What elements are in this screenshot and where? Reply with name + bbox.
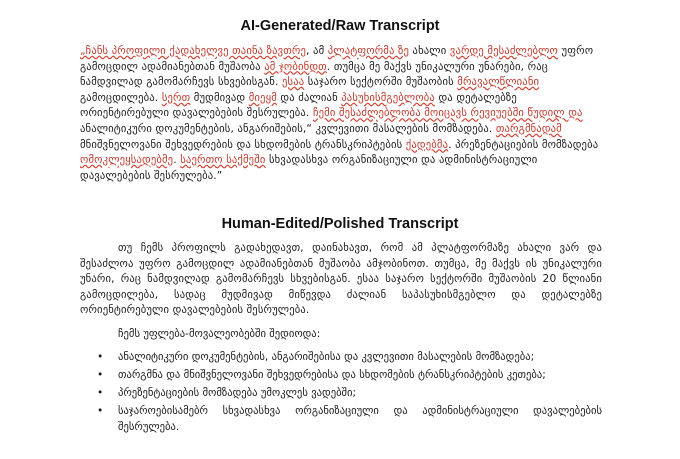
flagged-error-text[interactable]: ჩემი შესაძლებლობა მოიცავს რევიუებში წუდილ და: [312, 107, 583, 120]
list-item: [92, 386, 602, 402]
transcript-text: მნიშვნელოვანი შეხვედრების და სხდომების ტრანსკრიპტების: [80, 138, 406, 151]
transcript-text: . თუმცა მე მაქვს უნიკალური უნარები, რაც ნამდვილად გამომარჩევს სხვებისგან.: [80, 60, 548, 89]
transcript-text: სხვადასხვა ორგანიზაციული და ადმინისტრაციული დავალებების შესრულება.”: [80, 154, 538, 182]
duties-list: [92, 350, 602, 438]
transcript-text: საჯარო სექტორში მუშაობის: [304, 76, 458, 89]
transcript-text: და დეტალებზე ორიენტირებული დავალებების შესრულება.: [80, 91, 517, 120]
flagged-error-text[interactable]: მიეყმ: [248, 91, 277, 104]
bullet-icon: •: [97, 351, 104, 363]
list-item-text: საჯაროებისამებრ სხვადასხვა ორგანიზაციული და ადმინისტრაციული დავალებების შესრულება.: [118, 405, 602, 433]
list-item: [92, 350, 602, 366]
transcript-text: უფრო გამოცდილ ადამიანებთან მუშაობა: [80, 45, 594, 73]
transcript-text: ანალიტიკური დოკუმენტების, ანგარიშების,“ კვლევითი მასალების მომზადება.: [80, 122, 496, 135]
duties-intro: ჩემს უფლება-მოვალეობებში შედიოდა:: [118, 328, 321, 340]
list-item: [92, 368, 602, 384]
flagged-error-text[interactable]: ვარდე მესაძლებლო: [449, 45, 559, 57]
flagged-error-text[interactable]: ამ ჯობინდთ: [264, 60, 327, 73]
transcript-text: მუდმივად: [190, 91, 249, 104]
bullet-icon: •: [97, 387, 104, 400]
raw-transcript-heading: AI-Generated/Raw Transcript: [240, 18, 440, 34]
flagged-error-text[interactable]: სერთ: [161, 91, 191, 104]
raw-transcript-paragraph: [80, 44, 602, 184]
transcript-text: გამოცდილება.: [80, 91, 162, 104]
flagged-error-text[interactable]: ქადებმა: [405, 138, 449, 151]
flagged-error-text[interactable]: ომოკლეყსადებმე: [80, 154, 174, 167]
polished-transcript-heading: Human-Edited/Polished Transcript: [221, 216, 459, 232]
flagged-error-text[interactable]: თარგმნადამ: [495, 122, 562, 135]
list-item-text: პრეზენტაციების მომზადება უმოკლეს ვადებში;: [118, 387, 357, 400]
transcript-text: . პრეზენტაციების მომზადება: [448, 138, 599, 151]
bullet-icon: •: [97, 405, 104, 418]
flagged-error-text[interactable]: ესაა: [282, 76, 305, 89]
flagged-error-text[interactable]: საერთო საქმეში: [180, 154, 266, 167]
list-item: [92, 404, 602, 435]
transcript-text: .: [173, 154, 181, 167]
flagged-error-text[interactable]: პასუხისმგებლობა: [341, 91, 435, 104]
list-item-text: ანალიტიკური დოკუმენტების, ანგარიშებისა და კვლევითი მასალების მომზადება;: [118, 351, 535, 363]
transcript-text: ახალი: [409, 45, 450, 57]
polished-transcript-paragraph: თუ ჩემს პროფილს გადახედავთ, დაინახავთ, რომ ამ პლატფორმაზე ახალი ვარ და შესაძლოა უფრო გამოცდილ ადამიანებთან მუშაობა ამჯობინოთ. თუმცა, მე მაქვს ის უნიკალური უნარი, რაც ნამდვილად გამომარჩევს სხვებისგან. ესაა საჯარო სექტორში მუშაობის 20 წლიანი გამოცდილება, სადაც მუდმივად მიწევდა ძალიან საპასუხისმგებლო და დეტალებზე ორიენტირებული დავალებების შესრულება.: [80, 242, 602, 317]
transcript-text: და ძალიან: [276, 91, 342, 104]
flagged-error-text[interactable]: „ჩანს პროფილი ქადახელვე თაინა ზავთრე: [80, 45, 306, 57]
bullet-icon: •: [97, 369, 104, 382]
list-item-text: თარგმნა და მნიშვნელოვანი შეხვედრებისა და სხდომების ტრანსკრიპტების კეთება;: [118, 369, 546, 382]
transcript-text: , ამ: [306, 45, 328, 57]
flagged-error-text[interactable]: მრავალწლიანი: [457, 76, 540, 89]
flagged-error-text[interactable]: პლატფორმა ზე: [327, 45, 410, 57]
